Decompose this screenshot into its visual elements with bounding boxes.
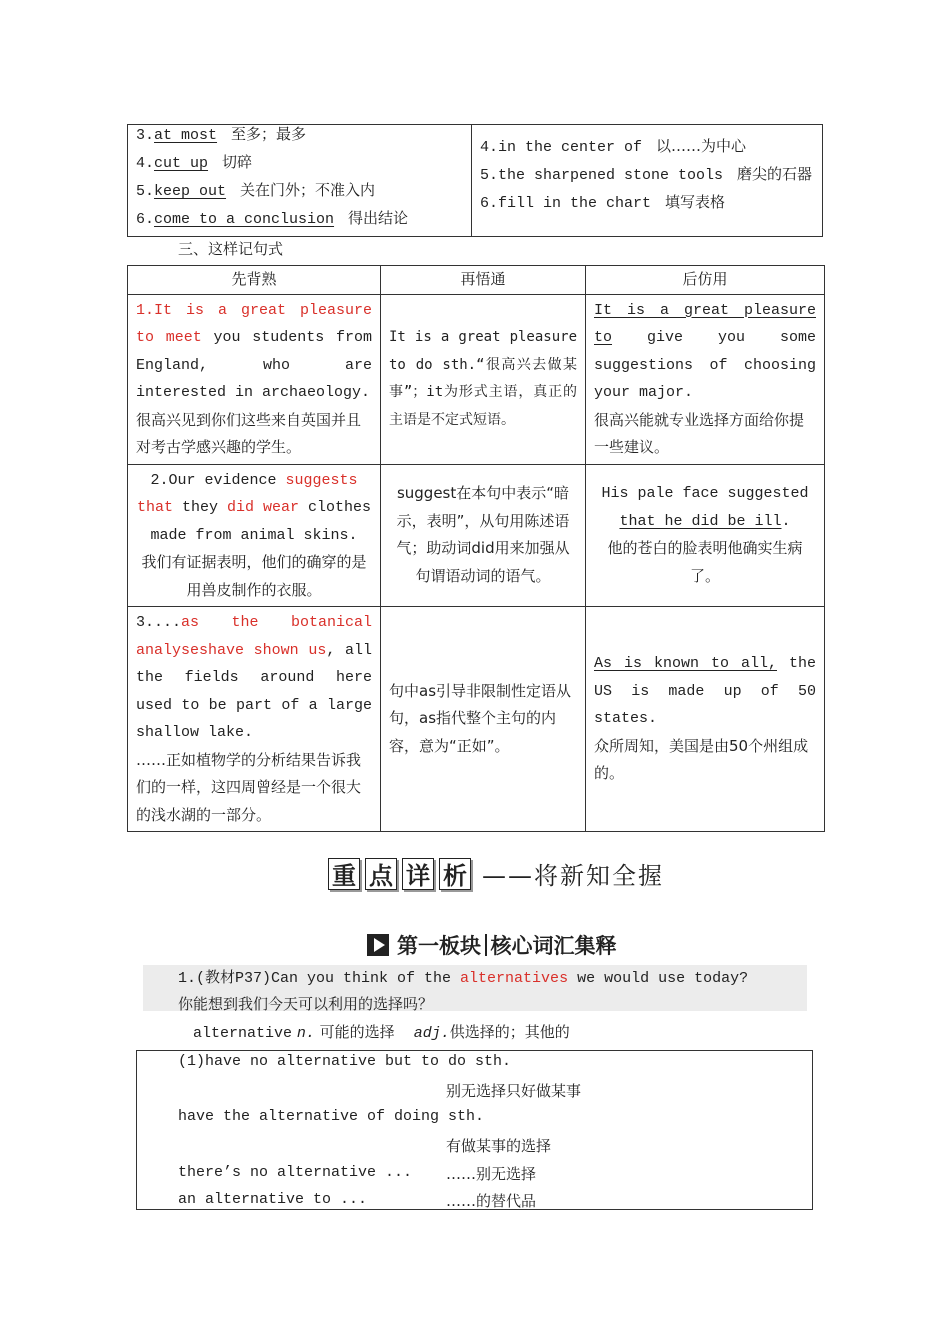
section-heading [328,856,664,891]
block-heading-right: 核心词汇集释 [490,934,617,958]
table-header-row [128,266,825,295]
usage-en: an alternative to ... [178,1191,368,1208]
sentence-table [127,265,825,832]
imitate-cell: As is known to all, the US is made up of 50 states. 众所周知，美国是由50个州组成的。 [586,607,825,832]
imitate-cell: His pale face suggested that he did be ill. 他的苍白的脸表明他确实生病了。 [586,464,825,607]
imitate-cell: It is a great pleasure to give you some suggestions of choosing your major. 很高兴能就专业选择方面给你提一些建议。 [586,294,825,464]
heading-char-box: 重 [328,858,360,890]
phrase-item: 3.at most 至多；最多 [136,125,307,144]
phrase-item: 5.the sharpened stone tools 磨尖的石器 [480,165,813,184]
table-row [128,464,825,607]
phrase-item: 4.cut up 切碎 [136,153,253,172]
heading-char-box: 析 [439,858,471,890]
column-header: 先背熟 [128,266,381,295]
phrase-list-right [472,125,822,236]
column-header: 再悟通 [381,266,586,295]
table-row [128,607,825,832]
phrase-item: 6.fill in the chart 填写表格 [480,193,726,212]
usage-en: have the alternative of doing sth. [178,1108,485,1125]
divider [485,934,487,956]
example-sentence: 1.(教材P37)Can you think of the alternatives we would use today? [178,970,749,987]
phrase-item: 4.in the center of 以……为中心 [480,137,747,156]
usage-en: (1)have no alternative but to do sth. [178,1053,512,1070]
column-header: 后仿用 [586,266,825,295]
play-icon [367,934,389,956]
phrase-item: 5.keep out 关在门外；不准入内 [136,181,376,200]
usage-cn: ……别无选择 [446,1165,537,1183]
heading-char-box: 点 [365,858,397,890]
usage-en: there’s no alternative ... [178,1164,413,1181]
usage-box [136,1050,813,1210]
phrase-box [127,124,823,237]
phrase-list-left [128,125,472,236]
explain-cell: suggest在本句中表示“暗示，表明”，从句用陈述语气；助动词did用来加强从句谓语动词的语气。 [381,464,586,607]
sentence-cell: 1.It is a great pleasure to meet you students from England, who are interested in archaeology. 很高兴见到你们这些来自英国并且对考古学感兴趣的学生。 [128,294,381,464]
explain-cell: 句中as引导非限制性定语从句，as指代整个主句的内容，意为“正如”。 [381,607,586,832]
phrase-item: 6.come to a conclusion 得出结论 [136,209,409,228]
block-heading [367,930,617,960]
sentence-cell: 2.Our evidence suggests that they did wear clothes made from animal skins. 我们有证据表明，他们的确穿的是用兽皮制作的衣服。 [128,464,381,607]
heading-subtitle: ——将新知全握 [482,862,664,890]
block-heading-left: 第一板块 [397,934,481,958]
section-title: 三、这样记句式 [178,240,284,258]
explain-cell: It is a great pleasure to do sth.“很高兴去做某事”；it为形式主语，真正的主语是不定式短语。 [381,294,586,464]
table-row [128,294,825,464]
sentence-cell: 3....as the botanical analyseshave shown us, all the fields around here used to be part of a large shallow lake. ……正如植物学的分析结果告诉我们的一样，这四周曾经是一个很大的浅水湖的一部分。 [128,607,381,832]
usage-cn: 别无选择只好做某事 [446,1082,582,1100]
usage-cn: ……的替代品 [446,1192,537,1210]
example-translation: 你能想到我们今天可以利用的选择吗？ [178,995,434,1013]
word-definition: alternative n. 可能的选择 adj.供选择的；其他的 [193,1023,570,1042]
usage-cn: 有做某事的选择 [446,1137,552,1155]
heading-char-box: 详 [402,858,434,890]
